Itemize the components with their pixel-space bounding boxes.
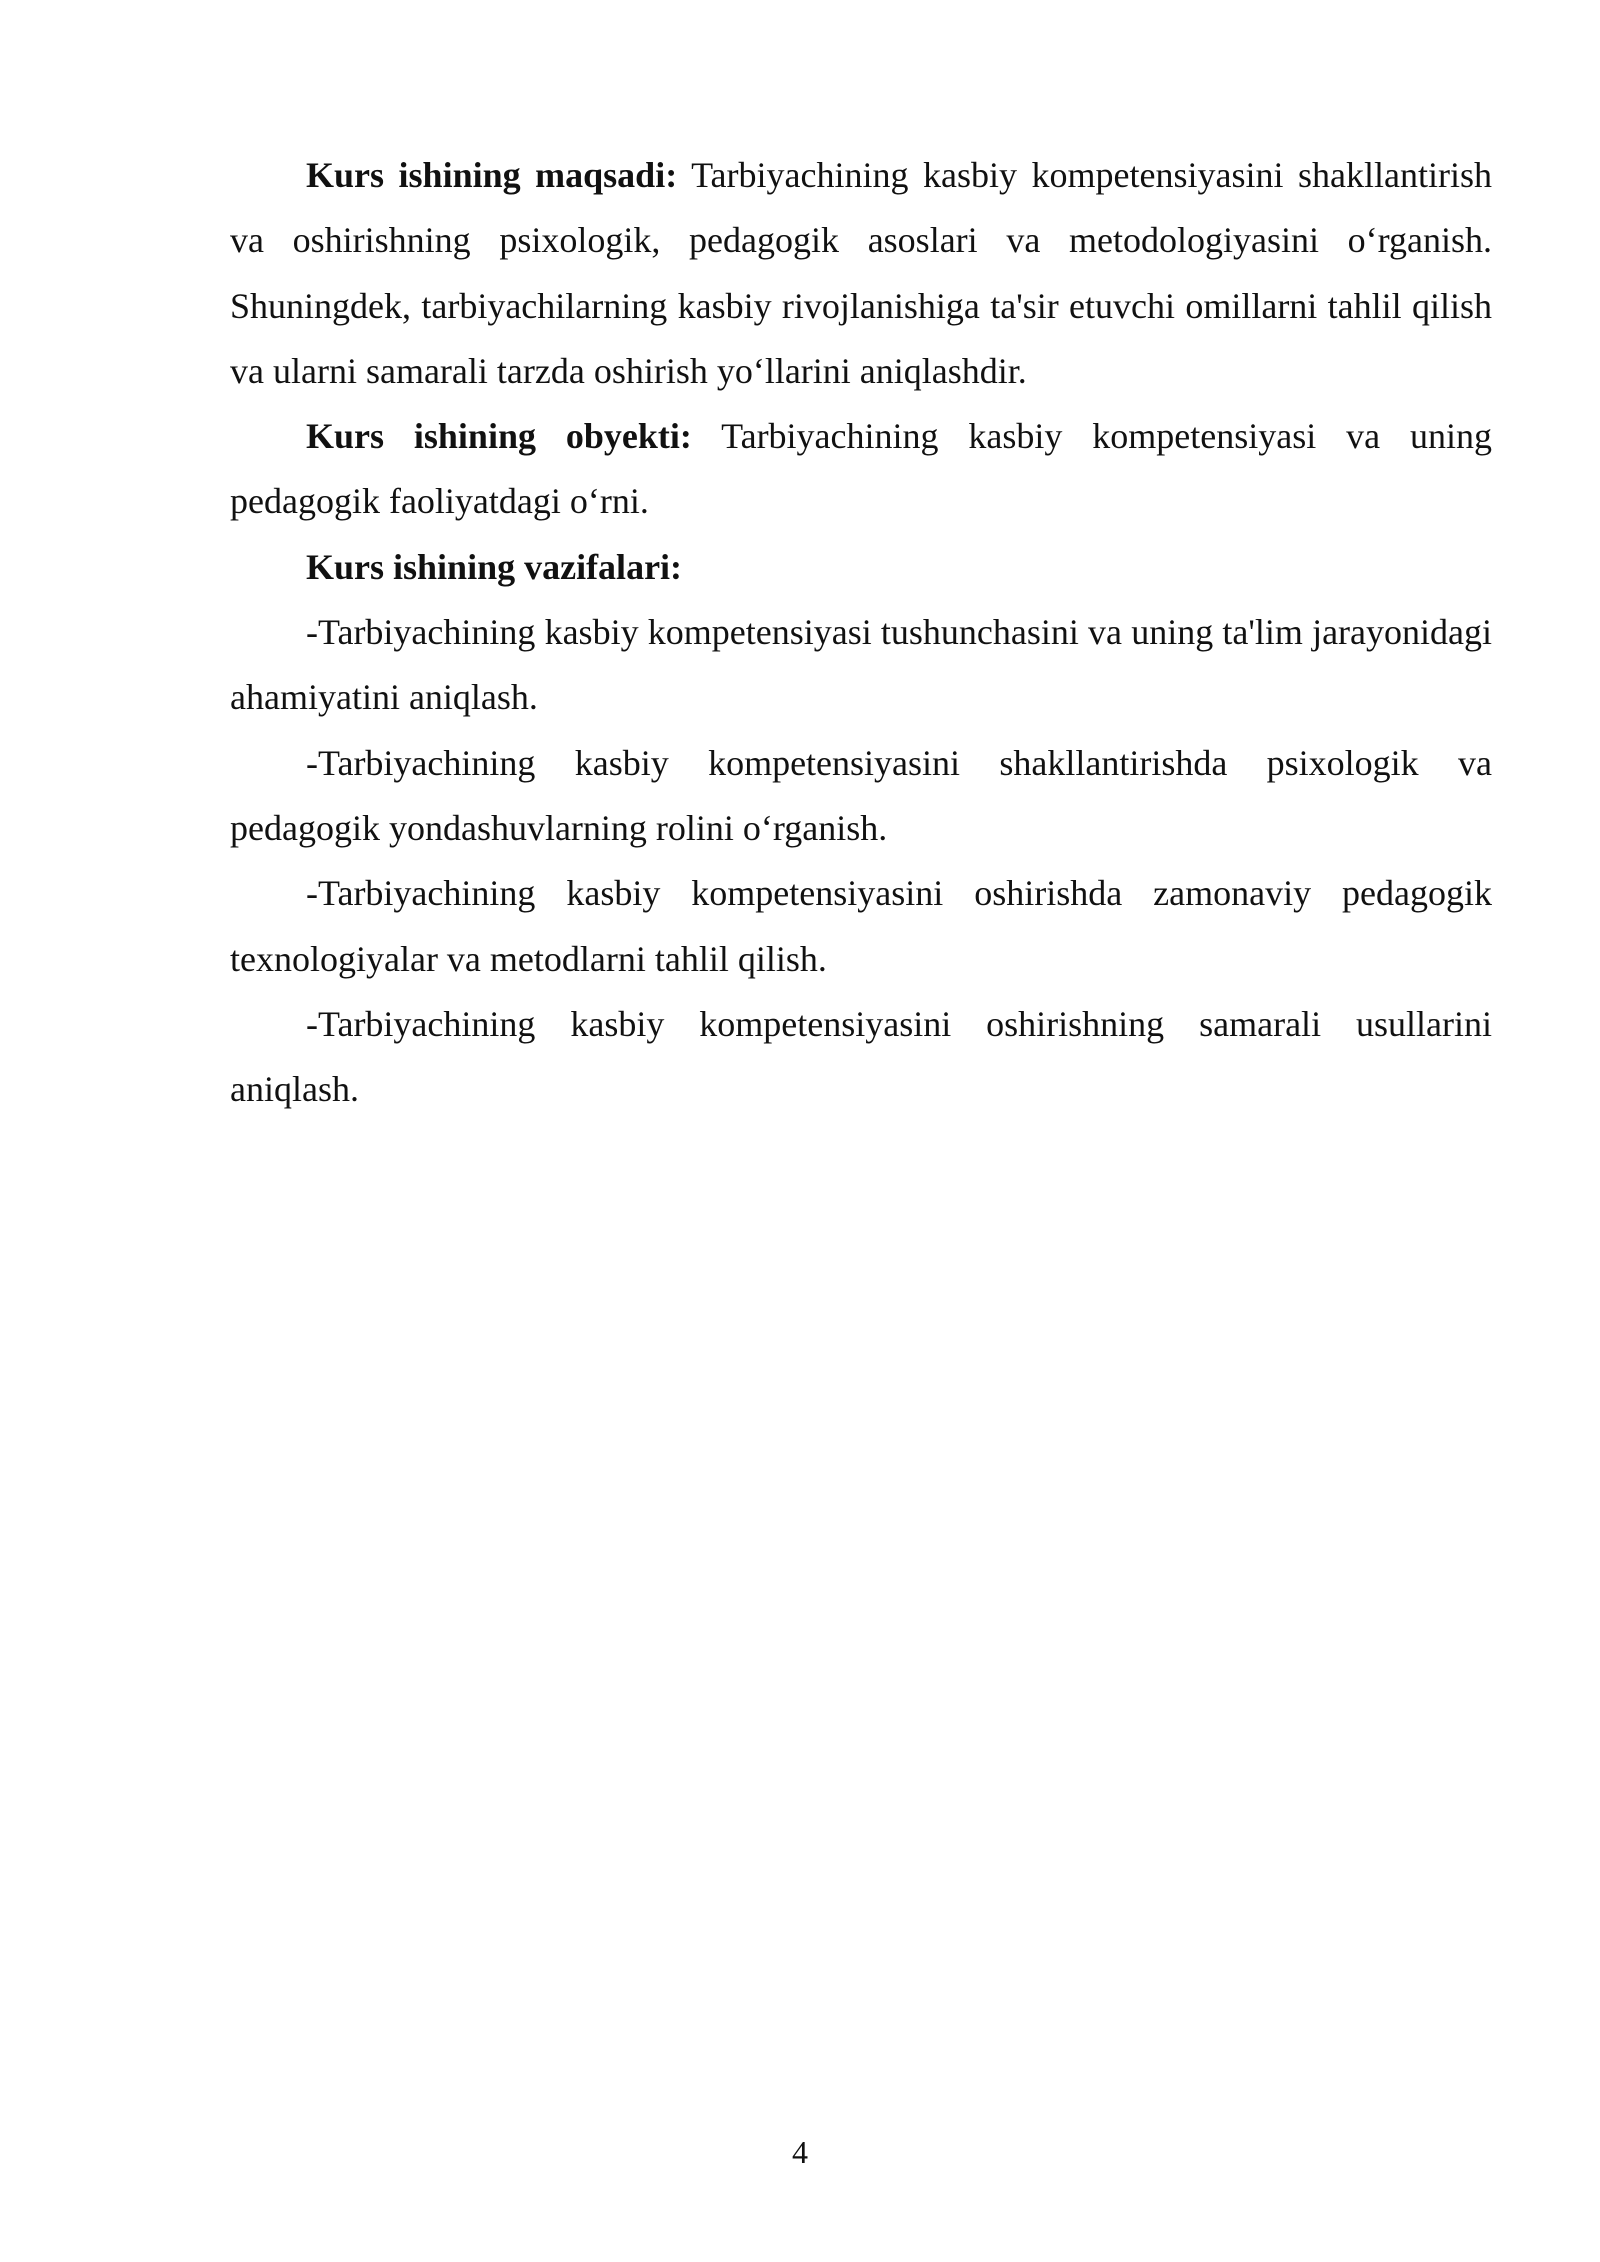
page-number: 4 <box>792 2134 808 2170</box>
object-paragraph <box>230 404 1492 535</box>
task-item-2: -Tarbiyachining kasbiy kompetensiyasini shakllantirishda psixologik va pedagogik yondashuvlarning rolini o‘rganish. <box>230 742 1492 848</box>
page-body <box>230 143 1492 1122</box>
object-text: Tarbiyachining kasbiy kompetensiyasi va uning pedagogik faoliyatdagi o‘rni. <box>230 416 1492 522</box>
task-item-1: -Tarbiyachining kasbiy kompetensiyasi tushunchasini va uning ta'lim jarayonidagi ahamiyatini aniqlash. <box>230 612 1492 718</box>
goal-paragraph <box>230 143 1492 404</box>
goal-label: Kurs ishining maqsadi: <box>306 155 678 195</box>
task-item-3: -Tarbiyachining kasbiy kompetensiyasini oshirishda zamonaviy pedagogik texnologiyalar va metodlarni tahlil qilish. <box>230 873 1492 979</box>
task-item-4: -Tarbiyachining kasbiy kompetensiyasini oshirishning samarali usullarini aniqlash. <box>230 1003 1492 1110</box>
tasks-heading: Kurs ishining vazifalari: <box>306 546 683 587</box>
object-label: Kurs ishining obyekti: <box>306 416 692 457</box>
goal-text: Tarbiyachining kasbiy kompetensiyasini shakllantirish va oshirishning psixologik, pedagogik asoslari va metodologiyasini o‘rganish. Shuningdek, tarbiyachilarning kasbiy rivojlanishiga ta'sir etuvchi omillarni tahlil qilish va ularni samarali tarzda oshirish yo‘llarini aniqlashdir. <box>230 155 1492 391</box>
